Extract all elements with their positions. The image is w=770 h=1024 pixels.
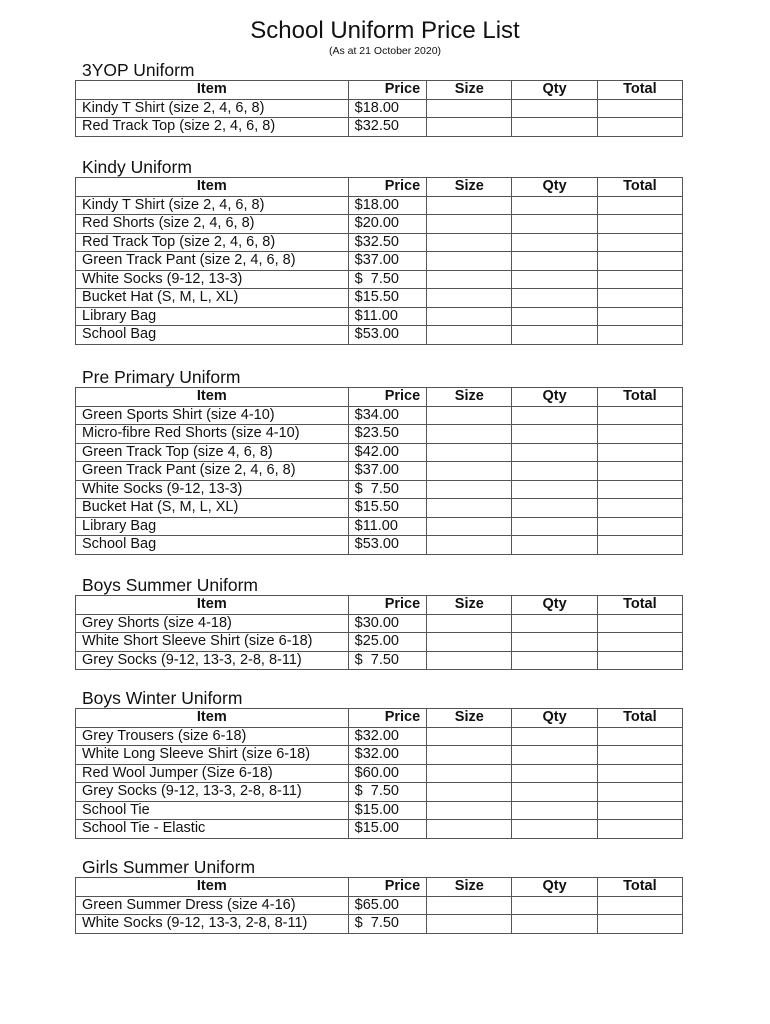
section-title: Girls Summer Uniform <box>82 857 256 877</box>
qty-cell[interactable] <box>512 896 597 915</box>
table-row <box>76 215 683 234</box>
item-price: $32.00 <box>348 746 427 765</box>
total-cell[interactable] <box>597 746 682 765</box>
price-table <box>75 387 683 555</box>
total-cell[interactable] <box>597 233 682 252</box>
size-cell[interactable] <box>427 499 512 518</box>
table-row <box>76 651 683 670</box>
qty-cell[interactable] <box>512 326 597 345</box>
table-row <box>76 289 683 308</box>
table-row <box>76 196 683 215</box>
total-cell[interactable] <box>597 764 682 783</box>
item-price: $11.00 <box>348 517 427 536</box>
table-row <box>76 99 683 118</box>
table-header-row <box>76 388 683 407</box>
size-cell[interactable] <box>427 326 512 345</box>
qty-cell[interactable] <box>512 517 597 536</box>
column-header-qty: Qty <box>512 709 597 728</box>
item-price: $ 7.50 <box>348 651 427 670</box>
table-row <box>76 783 683 802</box>
item-name: Grey Shorts (size 4-18) <box>76 614 349 633</box>
size-cell[interactable] <box>427 443 512 462</box>
item-name: Kindy T Shirt (size 2, 4, 6, 8) <box>76 99 349 118</box>
table-header-row <box>76 878 683 897</box>
item-name: School Bag <box>76 536 349 555</box>
size-cell[interactable] <box>427 746 512 765</box>
item-name: School Bag <box>76 326 349 345</box>
item-name: Grey Trousers (size 6-18) <box>76 727 349 746</box>
total-cell[interactable] <box>597 651 682 670</box>
item-name: Green Sports Shirt (size 4-10) <box>76 406 349 425</box>
table-row <box>76 764 683 783</box>
qty-cell[interactable] <box>512 764 597 783</box>
table-header-row <box>76 178 683 197</box>
item-price: $32.50 <box>348 118 427 137</box>
qty-cell[interactable] <box>512 783 597 802</box>
table-row <box>76 915 683 934</box>
price-section <box>75 60 683 137</box>
size-cell[interactable] <box>427 783 512 802</box>
total-cell[interactable] <box>597 215 682 234</box>
qty-cell[interactable] <box>512 614 597 633</box>
item-name: Grey Socks (9-12, 13-3, 2-8, 8-11) <box>76 651 349 670</box>
qty-cell[interactable] <box>512 651 597 670</box>
size-cell[interactable] <box>427 233 512 252</box>
total-cell[interactable] <box>597 443 682 462</box>
table-row <box>76 746 683 765</box>
item-price: $15.50 <box>348 499 427 518</box>
size-cell[interactable] <box>427 462 512 481</box>
item-price: $42.00 <box>348 443 427 462</box>
qty-cell[interactable] <box>512 233 597 252</box>
column-header-size: Size <box>427 709 512 728</box>
column-header-total: Total <box>597 81 682 100</box>
price-table <box>75 877 683 934</box>
item-price: $ 7.50 <box>348 480 427 499</box>
item-price: $23.50 <box>348 425 427 444</box>
column-header-price: Price <box>348 878 427 897</box>
table-row <box>76 270 683 289</box>
item-name: Green Track Pant (size 2, 4, 6, 8) <box>76 252 349 271</box>
section-title: Boys Summer Uniform <box>82 575 259 595</box>
item-name: Library Bag <box>76 517 349 536</box>
item-name: Kindy T Shirt (size 2, 4, 6, 8) <box>76 196 349 215</box>
total-cell[interactable] <box>597 820 682 839</box>
size-cell[interactable] <box>427 270 512 289</box>
item-price: $11.00 <box>348 307 427 326</box>
column-header-item: Item <box>76 878 349 897</box>
size-cell[interactable] <box>427 196 512 215</box>
size-cell[interactable] <box>427 651 512 670</box>
table-row <box>76 406 683 425</box>
table-row <box>76 252 683 271</box>
price-section <box>75 857 683 934</box>
item-price: $60.00 <box>348 764 427 783</box>
item-name: White Short Sleeve Shirt (size 6-18) <box>76 633 349 652</box>
item-price: $65.00 <box>348 896 427 915</box>
item-price: $ 7.50 <box>348 915 427 934</box>
item-price: $34.00 <box>348 406 427 425</box>
size-cell[interactable] <box>427 727 512 746</box>
column-header-item: Item <box>76 178 349 197</box>
item-price: $25.00 <box>348 633 427 652</box>
table-row <box>76 118 683 137</box>
qty-cell[interactable] <box>512 915 597 934</box>
table-row <box>76 536 683 555</box>
size-cell[interactable] <box>427 99 512 118</box>
price-table <box>75 80 683 137</box>
qty-cell[interactable] <box>512 801 597 820</box>
qty-cell[interactable] <box>512 499 597 518</box>
column-header-total: Total <box>597 596 682 615</box>
total-cell[interactable] <box>597 252 682 271</box>
total-cell[interactable] <box>597 462 682 481</box>
qty-cell[interactable] <box>512 820 597 839</box>
section-title: Pre Primary Uniform <box>82 367 241 387</box>
table-row <box>76 326 683 345</box>
item-name: Red Shorts (size 2, 4, 6, 8) <box>76 215 349 234</box>
qty-cell[interactable] <box>512 727 597 746</box>
price-table <box>75 708 683 839</box>
item-price: $32.00 <box>348 727 427 746</box>
qty-cell[interactable] <box>512 633 597 652</box>
item-name: Red Wool Jumper (Size 6-18) <box>76 764 349 783</box>
column-header-qty: Qty <box>512 81 597 100</box>
item-name: Bucket Hat (S, M, L, XL) <box>76 499 349 518</box>
section-title: 3YOP Uniform <box>82 60 195 80</box>
column-header-size: Size <box>427 878 512 897</box>
item-price: $30.00 <box>348 614 427 633</box>
table-row <box>76 633 683 652</box>
table-row <box>76 233 683 252</box>
size-cell[interactable] <box>427 536 512 555</box>
size-cell[interactable] <box>427 820 512 839</box>
size-cell[interactable] <box>427 764 512 783</box>
total-cell[interactable] <box>597 727 682 746</box>
item-price: $ 7.50 <box>348 783 427 802</box>
total-cell[interactable] <box>597 99 682 118</box>
item-name: School Tie <box>76 801 349 820</box>
qty-cell[interactable] <box>512 215 597 234</box>
item-name: Micro-fibre Red Shorts (size 4-10) <box>76 425 349 444</box>
qty-cell[interactable] <box>512 443 597 462</box>
qty-cell[interactable] <box>512 480 597 499</box>
size-cell[interactable] <box>427 915 512 934</box>
total-cell[interactable] <box>597 499 682 518</box>
total-cell[interactable] <box>597 196 682 215</box>
size-cell[interactable] <box>427 215 512 234</box>
table-row <box>76 307 683 326</box>
column-header-size: Size <box>427 81 512 100</box>
table-header-row <box>76 709 683 728</box>
item-price: $37.00 <box>348 252 427 271</box>
price-table <box>75 595 683 670</box>
item-price: $18.00 <box>348 99 427 118</box>
total-cell[interactable] <box>597 614 682 633</box>
column-header-price: Price <box>348 81 427 100</box>
item-price: $53.00 <box>348 536 427 555</box>
column-header-item: Item <box>76 388 349 407</box>
section-title: Boys Winter Uniform <box>82 688 243 708</box>
table-row <box>76 462 683 481</box>
total-cell[interactable] <box>597 801 682 820</box>
item-price: $20.00 <box>348 215 427 234</box>
item-name: White Long Sleeve Shirt (size 6-18) <box>76 746 349 765</box>
item-price: $37.00 <box>348 462 427 481</box>
size-cell[interactable] <box>427 801 512 820</box>
item-name: Grey Socks (9-12, 13-3, 2-8, 8-11) <box>76 783 349 802</box>
price-section <box>75 367 683 555</box>
table-header-row <box>76 596 683 615</box>
item-name: Green Summer Dress (size 4-16) <box>76 896 349 915</box>
item-price: $15.50 <box>348 289 427 308</box>
item-price: $15.00 <box>348 820 427 839</box>
qty-cell[interactable] <box>512 746 597 765</box>
item-name: Bucket Hat (S, M, L, XL) <box>76 289 349 308</box>
qty-cell[interactable] <box>512 196 597 215</box>
column-header-total: Total <box>597 878 682 897</box>
item-price: $32.50 <box>348 233 427 252</box>
item-name: Green Track Pant (size 2, 4, 6, 8) <box>76 462 349 481</box>
column-header-price: Price <box>348 596 427 615</box>
total-cell[interactable] <box>597 536 682 555</box>
table-row <box>76 727 683 746</box>
qty-cell[interactable] <box>512 536 597 555</box>
qty-cell[interactable] <box>512 406 597 425</box>
item-name: White Socks (9-12, 13-3, 2-8, 8-11) <box>76 915 349 934</box>
total-cell[interactable] <box>597 915 682 934</box>
qty-cell[interactable] <box>512 270 597 289</box>
item-price: $ 7.50 <box>348 270 427 289</box>
column-header-price: Price <box>348 388 427 407</box>
qty-cell[interactable] <box>512 462 597 481</box>
total-cell[interactable] <box>597 425 682 444</box>
table-row <box>76 614 683 633</box>
item-name: Red Track Top (size 2, 4, 6, 8) <box>76 233 349 252</box>
item-name: School Tie - Elastic <box>76 820 349 839</box>
column-header-total: Total <box>597 178 682 197</box>
table-row <box>76 896 683 915</box>
total-cell[interactable] <box>597 307 682 326</box>
size-cell[interactable] <box>427 425 512 444</box>
column-header-qty: Qty <box>512 388 597 407</box>
size-cell[interactable] <box>427 118 512 137</box>
price-table <box>75 177 683 345</box>
size-cell[interactable] <box>427 517 512 536</box>
qty-cell[interactable] <box>512 252 597 271</box>
item-price: $53.00 <box>348 326 427 345</box>
section-title: Kindy Uniform <box>82 157 192 177</box>
column-header-price: Price <box>348 709 427 728</box>
price-section <box>75 575 683 670</box>
qty-cell[interactable] <box>512 425 597 444</box>
size-cell[interactable] <box>427 307 512 326</box>
column-header-item: Item <box>76 596 349 615</box>
item-name: White Socks (9-12, 13-3) <box>76 480 349 499</box>
column-header-qty: Qty <box>512 596 597 615</box>
table-row <box>76 820 683 839</box>
item-name: Library Bag <box>76 307 349 326</box>
total-cell[interactable] <box>597 517 682 536</box>
total-cell[interactable] <box>597 783 682 802</box>
table-row <box>76 517 683 536</box>
qty-cell[interactable] <box>512 307 597 326</box>
page-subtitle: (As at 21 October 2020) <box>328 45 442 57</box>
total-cell[interactable] <box>597 326 682 345</box>
size-cell[interactable] <box>427 896 512 915</box>
item-price: $15.00 <box>348 801 427 820</box>
total-cell[interactable] <box>597 896 682 915</box>
total-cell[interactable] <box>597 118 682 137</box>
size-cell[interactable] <box>427 406 512 425</box>
column-header-item: Item <box>76 709 349 728</box>
size-cell[interactable] <box>427 289 512 308</box>
table-header-row <box>76 81 683 100</box>
price-section <box>75 688 683 839</box>
table-row <box>76 499 683 518</box>
size-cell[interactable] <box>427 633 512 652</box>
total-cell[interactable] <box>597 480 682 499</box>
item-price: $18.00 <box>348 196 427 215</box>
table-row <box>76 480 683 499</box>
column-header-size: Size <box>427 178 512 197</box>
qty-cell[interactable] <box>512 99 597 118</box>
column-header-qty: Qty <box>512 878 597 897</box>
price-section <box>75 157 683 345</box>
total-cell[interactable] <box>597 633 682 652</box>
size-cell[interactable] <box>427 252 512 271</box>
column-header-size: Size <box>427 388 512 407</box>
table-row <box>76 801 683 820</box>
table-row <box>76 425 683 444</box>
size-cell[interactable] <box>427 614 512 633</box>
total-cell[interactable] <box>597 406 682 425</box>
item-name: Red Track Top (size 2, 4, 6, 8) <box>76 118 349 137</box>
size-cell[interactable] <box>427 480 512 499</box>
column-header-price: Price <box>348 178 427 197</box>
column-header-item: Item <box>76 81 349 100</box>
column-header-total: Total <box>597 388 682 407</box>
table-row <box>76 443 683 462</box>
qty-cell[interactable] <box>512 118 597 137</box>
total-cell[interactable] <box>597 270 682 289</box>
item-name: White Socks (9-12, 13-3) <box>76 270 349 289</box>
column-header-qty: Qty <box>512 178 597 197</box>
column-header-size: Size <box>427 596 512 615</box>
page-title: School Uniform Price List <box>250 17 520 44</box>
qty-cell[interactable] <box>512 289 597 308</box>
total-cell[interactable] <box>597 289 682 308</box>
column-header-total: Total <box>597 709 682 728</box>
item-name: Green Track Top (size 4, 6, 8) <box>76 443 349 462</box>
